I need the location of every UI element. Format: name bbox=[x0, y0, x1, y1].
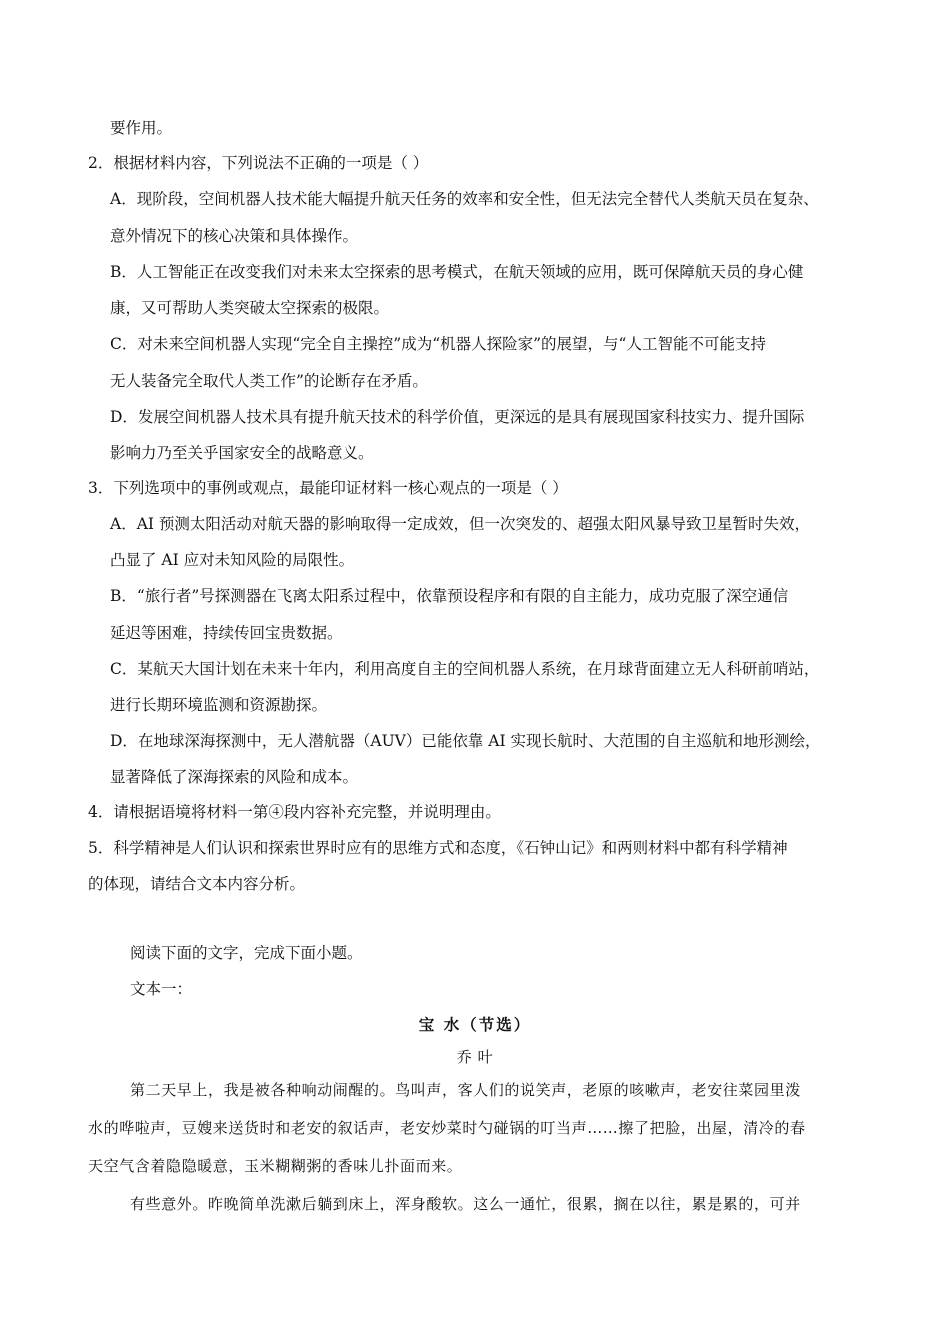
question-2: 2．根据材料内容，下列说法不正确的一项是（ ） bbox=[88, 154, 429, 172]
q2-option-a-line-2: 意外情况下的核心决策和具体操作。 bbox=[110, 227, 359, 245]
passage-title: 宝 水（节选） bbox=[418, 1015, 532, 1034]
q3-option-d-line-2: 显著降低了深海探索的风险和成本。 bbox=[110, 768, 359, 786]
q2-option-c-line-2: 无人装备完全取代人类工作”的论断存在矛盾。 bbox=[110, 372, 428, 390]
paragraph-1-line-2: 水的哗啦声，豆嫂来送货时和老安的叙话声，老安炒菜时勺碰锅的叮当声……擦了把脸，出屋，清冷的春 bbox=[88, 1119, 806, 1137]
q2-option-d-line-1: D．发展空间机器人技术具有提升航天技术的科学价值，更深远的是具有展现国家科技实力、提升国际 bbox=[110, 408, 805, 426]
question-3: 3．下列选项中的事例或观点，最能印证材料一核心观点的一项是（ ） bbox=[88, 479, 568, 497]
q3-option-b-line-2: 延迟等困难，持续传回宝贵数据。 bbox=[110, 624, 343, 642]
q3-option-b-line-1: B．“旅行者”号探测器在飞离太阳系过程中，依靠预设程序和有限的自主能力，成功克服了深空通信 bbox=[110, 587, 789, 605]
q2-option-b-line-2: 康，又可帮助人类突破太空探索的极限。 bbox=[110, 299, 390, 317]
continued-line: 要作用。 bbox=[110, 119, 173, 137]
question-5-line-1: 5．科学精神是人们认识和探索世界时应有的思维方式和态度，《石钟山记》和两则材料中都有科学精神 bbox=[88, 839, 788, 857]
q2-option-a-line-1: A．现阶段，空间机器人技术能大幅提升航天任务的效率和安全性，但无法完全替代人类航天员在复杂、 bbox=[110, 190, 819, 208]
reading-instruction: 阅读下面的文字，完成下面小题。 bbox=[130, 944, 363, 962]
paragraph-2-line-1: 有些意外。昨晚简单洗漱后躺到床上，浑身酸软。这么一通忙，很累，搁在以往，累是累的，可并 bbox=[130, 1195, 801, 1213]
q3-option-a-line-2: 凸显了 AI 应对未知风险的局限性。 bbox=[110, 551, 355, 569]
q3-option-d-line-1: D．在地球深海探测中，无人潜航器（AUV）已能依靠 AI 实现长航时、大范围的自主巡航和地形测绘， bbox=[110, 732, 821, 750]
question-5-line-2: 的体现，请结合文本内容分析。 bbox=[88, 875, 306, 893]
q2-option-d-line-2: 影响力乃至关乎国家安全的战略意义。 bbox=[110, 444, 374, 462]
q2-option-c-line-1: C．对未来空间机器人实现“完全自主操控”成为“机器人探险家”的展望，与“人工智能不可能支持 bbox=[110, 335, 766, 353]
q3-option-a-line-1: A．AI 预测太阳活动对航天器的影响取得一定成效，但一次突发的、超强太阳风暴导致卫星暂时失效， bbox=[110, 515, 810, 533]
passage-author: 乔 叶 bbox=[456, 1048, 494, 1066]
paragraph-1-line-3: 天空气含着隐隐暖意，玉米糊糊粥的香味儿扑面而来。 bbox=[88, 1157, 463, 1175]
text-one-label: 文本一： bbox=[130, 980, 193, 998]
q3-option-c-line-1: C．某航天大国计划在未来十年内，利用高度自主的空间机器人系统，在月球背面建立无人科研前哨站， bbox=[110, 660, 820, 678]
q3-option-c-line-2: 进行长期环境监测和资源勘探。 bbox=[110, 696, 328, 714]
question-4: 4．请根据语境将材料一第④段内容补充完整，并说明理由。 bbox=[88, 803, 501, 821]
q2-option-b-line-1: B．人工智能正在改变我们对未来太空探索的思考模式，在航天领域的应用，既可保障航天员的身心健 bbox=[110, 263, 804, 281]
paragraph-1-line-1: 第二天早上，我是被各种响动闹醒的。鸟叫声，客人们的说笑声，老原的咳嗽声，老安往菜园里泼 bbox=[130, 1081, 801, 1099]
